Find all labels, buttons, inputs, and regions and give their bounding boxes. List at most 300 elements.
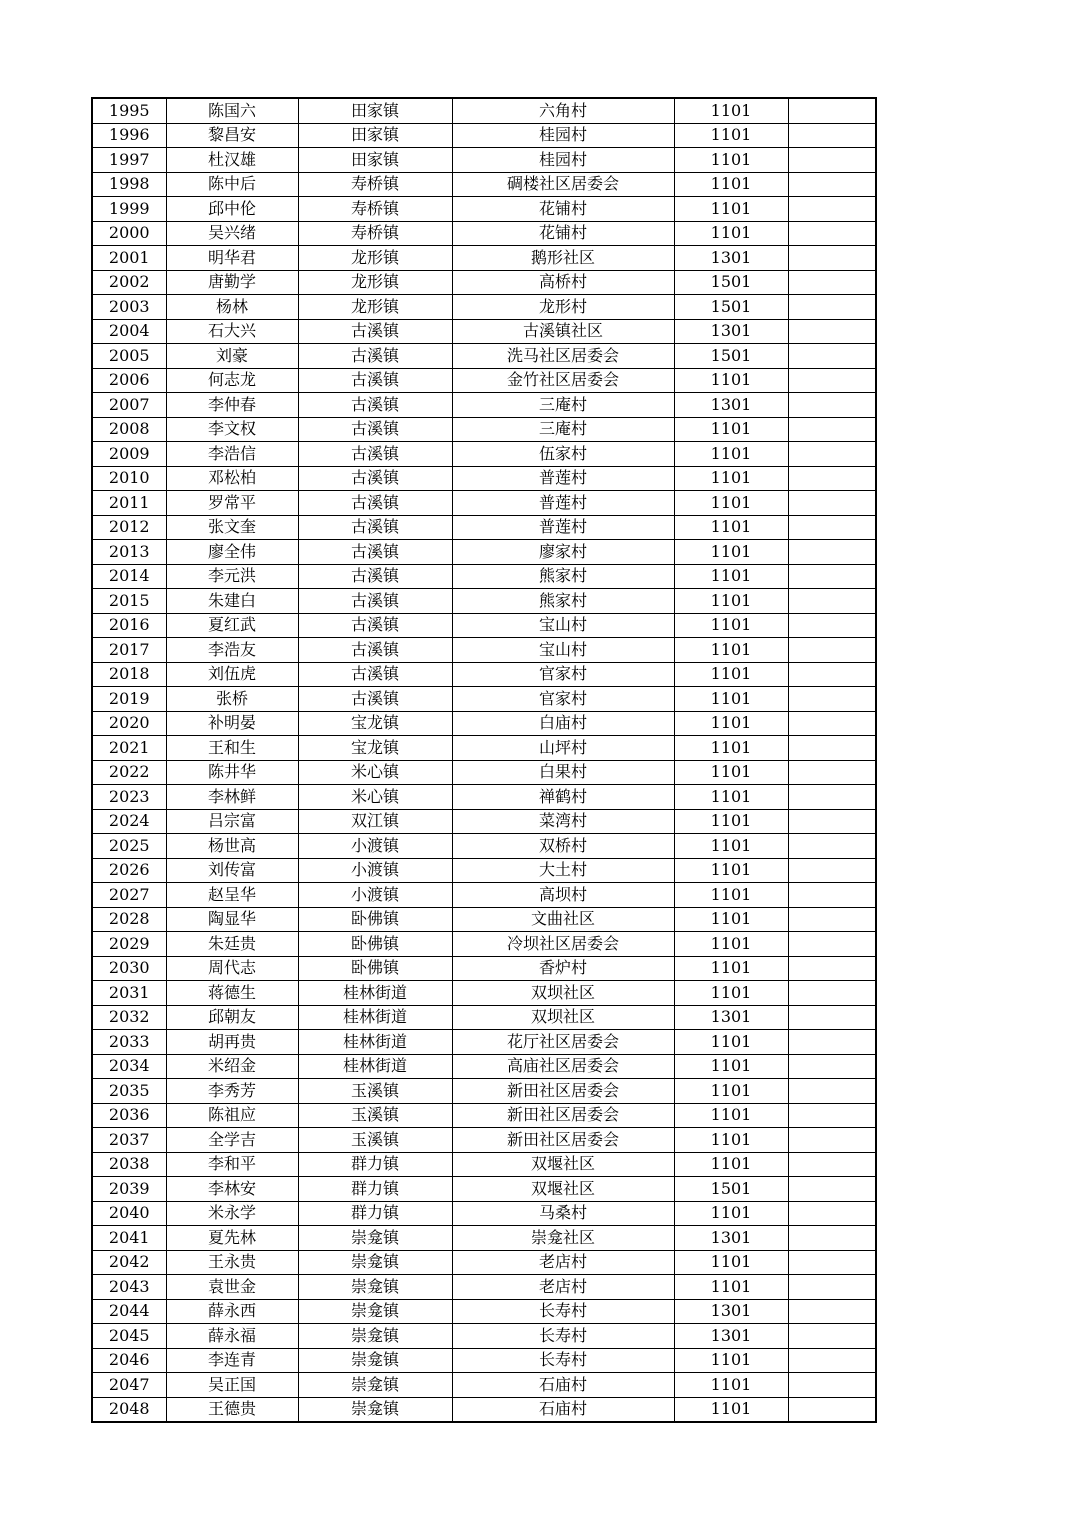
town-cell: 古溪镇 [298,515,452,540]
note-cell [788,662,876,687]
village-cell: 白果村 [452,760,674,785]
code-cell: 1101 [674,1054,788,1079]
town-cell: 米心镇 [298,760,452,785]
table-row [92,344,876,369]
table-row [92,687,876,712]
row-number-cell: 2031 [92,981,166,1006]
note-cell [788,1348,876,1373]
row-number-cell: 2036 [92,1103,166,1128]
table-row [92,932,876,957]
row-number-cell: 2012 [92,515,166,540]
note-cell [788,809,876,834]
note-cell [788,834,876,859]
row-number-cell: 2025 [92,834,166,859]
village-cell: 桂园村 [452,123,674,148]
row-number-cell: 2000 [92,221,166,246]
name-cell: 张桥 [166,687,298,712]
code-cell: 1101 [674,172,788,197]
name-cell: 补明晏 [166,711,298,736]
code-cell: 1101 [674,662,788,687]
note-cell [788,638,876,663]
row-number-cell: 2029 [92,932,166,957]
row-number-cell: 2042 [92,1250,166,1275]
town-cell: 宝龙镇 [298,736,452,761]
note-cell [788,687,876,712]
table-row [92,1005,876,1030]
row-number-cell: 2015 [92,589,166,614]
code-cell: 1101 [674,564,788,589]
town-cell: 寿桥镇 [298,197,452,222]
name-cell: 唐勤学 [166,270,298,295]
row-number-cell: 2019 [92,687,166,712]
row-number-cell: 2048 [92,1397,166,1422]
row-number-cell: 2038 [92,1152,166,1177]
name-cell: 杜汉雄 [166,148,298,173]
town-cell: 龙形镇 [298,295,452,320]
name-cell: 薛永福 [166,1324,298,1349]
town-cell: 崇龛镇 [298,1250,452,1275]
code-cell: 1101 [674,932,788,957]
village-cell: 双桥村 [452,834,674,859]
note-cell [788,221,876,246]
table-row [92,809,876,834]
village-cell: 山坪村 [452,736,674,761]
table-row [92,613,876,638]
name-cell: 邱朝友 [166,1005,298,1030]
village-cell: 鹅形社区 [452,246,674,271]
table-row [92,1250,876,1275]
village-cell: 普莲村 [452,466,674,491]
row-number-cell: 2010 [92,466,166,491]
table-row [92,417,876,442]
table-row [92,540,876,565]
table-row [92,907,876,932]
village-cell: 熊家村 [452,589,674,614]
note-cell [788,1201,876,1226]
town-cell: 田家镇 [298,98,452,123]
village-cell: 桂园村 [452,148,674,173]
note-cell [788,932,876,957]
code-cell: 1301 [674,1005,788,1030]
note-cell [788,1128,876,1153]
table-row [92,1201,876,1226]
note-cell [788,270,876,295]
code-cell: 1101 [674,1250,788,1275]
code-cell: 1101 [674,834,788,859]
village-cell: 菜湾村 [452,809,674,834]
village-cell: 廖家村 [452,540,674,565]
row-number-cell: 2045 [92,1324,166,1349]
code-cell: 1101 [674,1201,788,1226]
name-cell: 李浩信 [166,442,298,467]
village-cell: 官家村 [452,662,674,687]
village-cell: 碉楼社区居委会 [452,172,674,197]
town-cell: 田家镇 [298,148,452,173]
town-cell: 古溪镇 [298,540,452,565]
table-row [92,1397,876,1422]
note-cell [788,785,876,810]
name-cell: 杨世高 [166,834,298,859]
data-table [91,97,877,1423]
town-cell: 群力镇 [298,1201,452,1226]
row-number-cell: 2018 [92,662,166,687]
village-cell: 双坝社区 [452,1005,674,1030]
village-cell: 大土村 [452,858,674,883]
town-cell: 卧佛镇 [298,932,452,957]
note-cell [788,981,876,1006]
village-cell: 龙形村 [452,295,674,320]
note-cell [788,295,876,320]
row-number-cell: 1996 [92,123,166,148]
note-cell [788,197,876,222]
name-cell: 薛永西 [166,1299,298,1324]
name-cell: 王和生 [166,736,298,761]
town-cell: 崇龛镇 [298,1275,452,1300]
village-cell: 三庵村 [452,393,674,418]
row-number-cell: 2021 [92,736,166,761]
name-cell: 邱中伦 [166,197,298,222]
name-cell: 陈祖应 [166,1103,298,1128]
row-number-cell: 2011 [92,491,166,516]
village-cell: 花铺村 [452,197,674,222]
code-cell: 1301 [674,1226,788,1251]
town-cell: 卧佛镇 [298,907,452,932]
table-row [92,123,876,148]
town-cell: 玉溪镇 [298,1103,452,1128]
table-row [92,858,876,883]
note-cell [788,858,876,883]
town-cell: 崇龛镇 [298,1299,452,1324]
town-cell: 群力镇 [298,1152,452,1177]
table-row [92,834,876,859]
row-number-cell: 2047 [92,1373,166,1398]
table-row [92,515,876,540]
code-cell: 1101 [674,711,788,736]
table-row [92,736,876,761]
name-cell: 黎昌安 [166,123,298,148]
note-cell [788,540,876,565]
note-cell [788,1250,876,1275]
row-number-cell: 2009 [92,442,166,467]
town-cell: 古溪镇 [298,638,452,663]
name-cell: 罗常平 [166,491,298,516]
row-number-cell: 2016 [92,613,166,638]
town-cell: 寿桥镇 [298,172,452,197]
table-row [92,564,876,589]
name-cell: 石大兴 [166,319,298,344]
village-cell: 白庙村 [452,711,674,736]
name-cell: 明华君 [166,246,298,271]
town-cell: 小渡镇 [298,858,452,883]
village-cell: 老店村 [452,1275,674,1300]
table-row [92,1299,876,1324]
village-cell: 双坝社区 [452,981,674,1006]
town-cell: 小渡镇 [298,834,452,859]
row-number-cell: 2004 [92,319,166,344]
code-cell: 1101 [674,1103,788,1128]
code-cell: 1101 [674,123,788,148]
note-cell [788,515,876,540]
table-row [92,466,876,491]
table-row [92,1324,876,1349]
table-row [92,1128,876,1153]
note-cell [788,98,876,123]
code-cell: 1101 [674,883,788,908]
note-cell [788,1397,876,1422]
table-row [92,319,876,344]
name-cell: 何志龙 [166,368,298,393]
table-row [92,172,876,197]
name-cell: 李浩友 [166,638,298,663]
note-cell [788,1005,876,1030]
code-cell: 1101 [674,907,788,932]
name-cell: 陈中后 [166,172,298,197]
row-number-cell: 2046 [92,1348,166,1373]
table-row [92,956,876,981]
name-cell: 刘豪 [166,344,298,369]
name-cell: 李文权 [166,417,298,442]
note-cell [788,123,876,148]
table-row [92,638,876,663]
town-cell: 崇龛镇 [298,1348,452,1373]
village-cell: 长寿村 [452,1348,674,1373]
name-cell: 李连青 [166,1348,298,1373]
table-row [92,368,876,393]
code-cell: 1101 [674,687,788,712]
town-cell: 古溪镇 [298,466,452,491]
row-number-cell: 2033 [92,1030,166,1055]
name-cell: 王德贵 [166,1397,298,1422]
town-cell: 田家镇 [298,123,452,148]
table-row [92,1030,876,1055]
town-cell: 古溪镇 [298,613,452,638]
row-number-cell: 2032 [92,1005,166,1030]
code-cell: 1301 [674,393,788,418]
code-cell: 1101 [674,1348,788,1373]
row-number-cell: 2035 [92,1079,166,1104]
village-cell: 熊家村 [452,564,674,589]
row-number-cell: 2027 [92,883,166,908]
village-cell: 马桑村 [452,1201,674,1226]
row-number-cell: 2037 [92,1128,166,1153]
name-cell: 陈井华 [166,760,298,785]
code-cell: 1301 [674,319,788,344]
name-cell: 廖全伟 [166,540,298,565]
town-cell: 米心镇 [298,785,452,810]
village-cell: 双堰社区 [452,1152,674,1177]
village-cell: 香炉村 [452,956,674,981]
table-row [92,760,876,785]
village-cell: 崇龛社区 [452,1226,674,1251]
town-cell: 小渡镇 [298,883,452,908]
table-row [92,1226,876,1251]
village-cell: 花厅社区居委会 [452,1030,674,1055]
row-number-cell: 2034 [92,1054,166,1079]
note-cell [788,417,876,442]
name-cell: 邓松柏 [166,466,298,491]
name-cell: 陈国六 [166,98,298,123]
table-row [92,662,876,687]
table-row [92,393,876,418]
town-cell: 卧佛镇 [298,956,452,981]
name-cell: 张文奎 [166,515,298,540]
table-row [92,785,876,810]
town-cell: 玉溪镇 [298,1128,452,1153]
town-cell: 古溪镇 [298,417,452,442]
code-cell: 1101 [674,638,788,663]
name-cell: 朱廷贵 [166,932,298,957]
code-cell: 1101 [674,515,788,540]
town-cell: 桂林街道 [298,1005,452,1030]
row-number-cell: 2013 [92,540,166,565]
note-cell [788,393,876,418]
row-number-cell: 2039 [92,1177,166,1202]
note-cell [788,1324,876,1349]
town-cell: 古溪镇 [298,442,452,467]
village-cell: 双堰社区 [452,1177,674,1202]
table-row [92,883,876,908]
row-number-cell: 2014 [92,564,166,589]
village-cell: 冷坝社区居委会 [452,932,674,957]
village-cell: 洗马社区居委会 [452,344,674,369]
village-cell: 新田社区居委会 [452,1103,674,1128]
village-cell: 宝山村 [452,638,674,663]
village-cell: 长寿村 [452,1324,674,1349]
town-cell: 寿桥镇 [298,221,452,246]
table-row [92,711,876,736]
code-cell: 1101 [674,1030,788,1055]
table-row [92,1373,876,1398]
row-number-cell: 2043 [92,1275,166,1300]
name-cell: 朱建白 [166,589,298,614]
code-cell: 1501 [674,344,788,369]
village-cell: 高庙社区居委会 [452,1054,674,1079]
row-number-cell: 2041 [92,1226,166,1251]
code-cell: 1101 [674,956,788,981]
code-cell: 1101 [674,809,788,834]
name-cell: 陶显华 [166,907,298,932]
code-cell: 1501 [674,270,788,295]
row-number-cell: 2022 [92,760,166,785]
note-cell [788,1299,876,1324]
code-cell: 1501 [674,295,788,320]
note-cell [788,246,876,271]
town-cell: 龙形镇 [298,270,452,295]
name-cell: 袁世金 [166,1275,298,1300]
town-cell: 古溪镇 [298,662,452,687]
town-cell: 崇龛镇 [298,1226,452,1251]
note-cell [788,466,876,491]
village-cell: 普莲村 [452,515,674,540]
code-cell: 1101 [674,417,788,442]
town-cell: 古溪镇 [298,368,452,393]
town-cell: 龙形镇 [298,246,452,271]
code-cell: 1101 [674,1275,788,1300]
note-cell [788,1226,876,1251]
village-cell: 新田社区居委会 [452,1128,674,1153]
code-cell: 1101 [674,1397,788,1422]
code-cell: 1101 [674,981,788,1006]
code-cell: 1101 [674,98,788,123]
row-number-cell: 2005 [92,344,166,369]
town-cell: 古溪镇 [298,393,452,418]
table-row [92,148,876,173]
table-row [92,246,876,271]
town-cell: 古溪镇 [298,491,452,516]
village-cell: 禅鹤村 [452,785,674,810]
row-number-cell: 1998 [92,172,166,197]
name-cell: 吕宗富 [166,809,298,834]
row-number-cell: 2028 [92,907,166,932]
code-cell: 1501 [674,1177,788,1202]
row-number-cell: 2024 [92,809,166,834]
row-number-cell: 2001 [92,246,166,271]
village-cell: 六角村 [452,98,674,123]
name-cell: 吴兴绪 [166,221,298,246]
note-cell [788,1079,876,1104]
code-cell: 1101 [674,1152,788,1177]
name-cell: 杨林 [166,295,298,320]
town-cell: 古溪镇 [298,319,452,344]
code-cell: 1301 [674,246,788,271]
name-cell: 李秀芳 [166,1079,298,1104]
row-number-cell: 2044 [92,1299,166,1324]
row-number-cell: 1997 [92,148,166,173]
village-cell: 宝山村 [452,613,674,638]
note-cell [788,883,876,908]
name-cell: 李仲春 [166,393,298,418]
table-row [92,98,876,123]
village-cell: 花铺村 [452,221,674,246]
village-cell: 普莲村 [452,491,674,516]
table-row [92,1275,876,1300]
code-cell: 1101 [674,148,788,173]
name-cell: 胡再贵 [166,1030,298,1055]
code-cell: 1101 [674,760,788,785]
note-cell [788,589,876,614]
table-row [92,1177,876,1202]
town-cell: 宝龙镇 [298,711,452,736]
town-cell: 古溪镇 [298,589,452,614]
name-cell: 夏先林 [166,1226,298,1251]
row-number-cell: 2006 [92,368,166,393]
row-number-cell: 2017 [92,638,166,663]
town-cell: 桂林街道 [298,1030,452,1055]
table-row [92,1079,876,1104]
village-cell: 三庵村 [452,417,674,442]
code-cell: 1101 [674,785,788,810]
name-cell: 李元洪 [166,564,298,589]
code-cell: 1101 [674,1128,788,1153]
note-cell [788,491,876,516]
note-cell [788,1030,876,1055]
table-row [92,295,876,320]
code-cell: 1101 [674,221,788,246]
row-number-cell: 2030 [92,956,166,981]
code-cell: 1301 [674,1324,788,1349]
code-cell: 1101 [674,613,788,638]
note-cell [788,1373,876,1398]
name-cell: 吴正国 [166,1373,298,1398]
row-number-cell: 2002 [92,270,166,295]
row-number-cell: 2026 [92,858,166,883]
table-body [92,98,876,1422]
row-number-cell: 2008 [92,417,166,442]
row-number-cell: 2040 [92,1201,166,1226]
name-cell: 刘传富 [166,858,298,883]
note-cell [788,1275,876,1300]
village-cell: 古溪镇社区 [452,319,674,344]
